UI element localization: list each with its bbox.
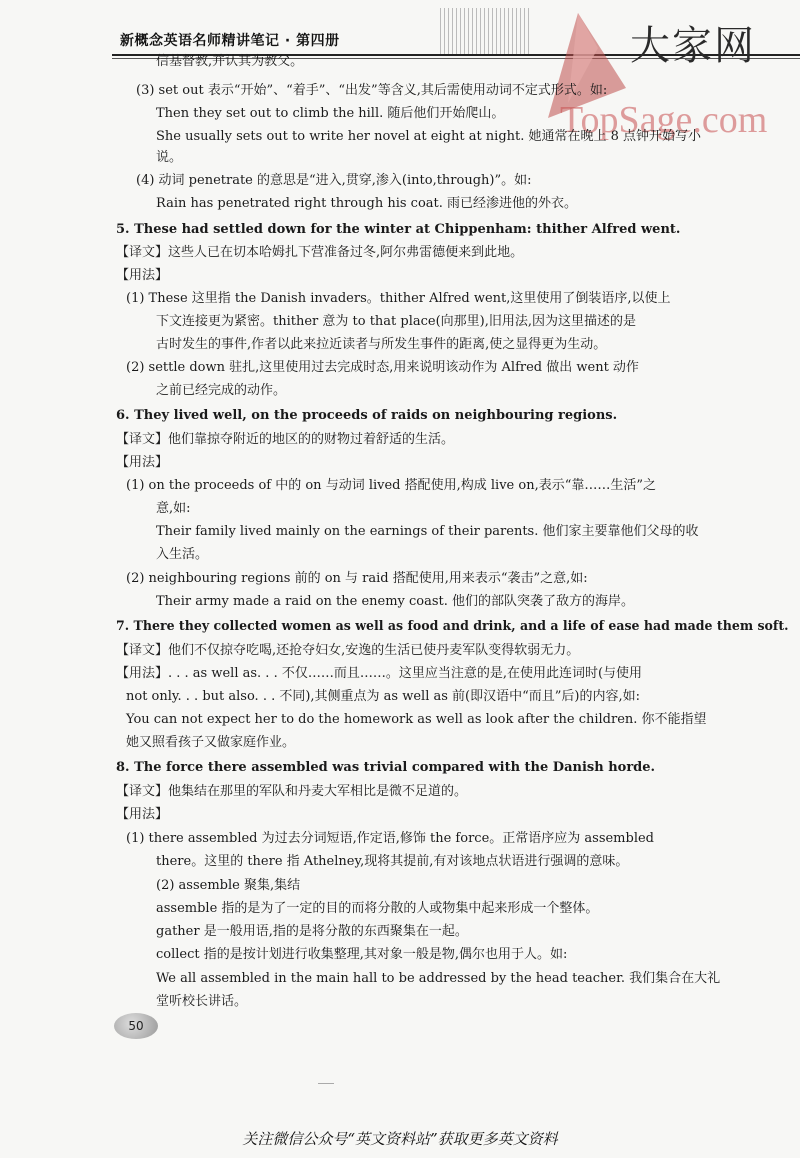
text-line: 说。 [156,150,183,165]
text-line: (2) neighbouring regions 前的 on 与 raid 搭配使用,用来表示“袭击”之意,如: [126,571,588,586]
text-line: (2) settle down 驻扎,这里使用过去完成时态,用来说明该动作为 Alfred 做出 went 动作 [126,360,639,375]
text-line: 【用法】. . . as well as. . . 不仅……而且……。这里应当注意的是,在使用此连词时(与使用 [116,666,643,681]
watermark-text: TopSage.com [560,99,768,141]
text-line: 【译文】他们靠掠夺附近的地区的的财物过着舒适的生活。 [116,432,455,447]
text-line: 【用法】 [116,268,169,283]
text-line: Then they set out to climb the hill. 随后他们开始爬山。 [156,106,505,121]
text-line: 入生活。 [156,547,209,562]
section-heading: 5. These had settled down for the winter at Chippenham: thither Alfred went. [116,222,681,237]
header-decoration [440,8,530,54]
page-number-badge [114,1013,158,1039]
page-number: 50 [128,1019,144,1033]
text-line: (1) These 这里指 the Danish invaders。thither Alfred went,这里使用了倒装语序,以使上 [126,291,671,306]
text-line: Their army made a raid on the enemy coast. 他们的部队突袭了敌方的海岸。 [156,594,635,609]
section-heading: 8. The force there assembled was trivial compared with the Danish horde. [116,760,656,775]
text-line: there。这里的 there 指 Athelney,现将其提前,有对该地点状语进行强调的意味。 [156,854,629,869]
text-line: Rain has penetrated right through his coat. 雨已经渗进他的外衣。 [156,196,578,211]
text-line: (1) on the proceeds of 中的 on 与动词 lived 搭配使用,构成 live on,表示“靠……生活”之 [126,478,657,493]
text-line: not only. . . but also. . . 不同),其侧重点为 as well as 前(即汉语中“而且”后)的内容,如: [126,689,641,704]
site-logo-text: 大家网 [630,23,756,69]
text-line: 意,如: [156,501,191,516]
section-heading: 7. There they collected women as well as food and drink, and a life of ease had made them soft. [116,619,789,634]
bottom-divider [318,1083,334,1084]
text-line: 【译文】他集结在那里的军队和丹麦大军相比是微不足道的。 [116,784,468,799]
text-line: 之前已经完成的动作。 [156,383,287,398]
text-line: (1) there assembled 为过去分词短语,作定语,修饰 the force。正常语序应为 assembled [126,831,655,846]
text-line: 【译文】这些人已在切本哈姆扎下营准备过冬,阿尔弗雷德便来到此地。 [116,245,524,260]
text-line: 堂听校长讲话。 [156,994,248,1009]
text-line: assemble 指的是为了一定的目的而将分散的人或物集中起来形成一个整体。 [156,901,599,916]
text-line: 【译文】他们不仅掠夺吃喝,还抢夺妇女,安逸的生活已使丹麦军队变得软弱无力。 [116,643,580,658]
text-line: 信基督教,并认其为教父。 [156,54,304,69]
text-line: (3) set out 表示“开始”、“着手”、“出发”等含义,其后需使用动词不定式形式。如: [136,83,608,98]
text-line: You can not expect her to do the homework as well as look after the children. 你不能指望 [126,712,707,727]
text-line: Their family lived mainly on the earnings of their parents. 他们家主要靠他们父母的收 [156,524,699,539]
text-line: 【用法】 [116,455,169,470]
section-heading: 6. They lived well, on the proceeds of raids on neighbouring regions. [116,408,618,423]
text-line: (4) 动词 penetrate 的意思是“进入,贯穿,渗入(into,through)”。如: [136,173,532,188]
text-line: collect 指的是按计划进行收集整理,其对象一般是物,偶尔也用于人。如: [156,947,568,962]
text-line: We all assembled in the main hall to be addressed by the head teacher. 我们集合在大礼 [156,971,721,986]
running-header-title: 新概念英语名师精讲笔记 · 第四册 [120,33,340,49]
text-line: 下文连接更为紧密。thither 意为 to that place(向那里),旧用法,因为这里描述的是 [156,314,637,329]
text-line: (2) assemble 聚集,集结 [156,878,301,893]
text-line: gather 是一般用语,指的是将分散的东西聚集在一起。 [156,924,468,939]
text-line: She usually sets out to write her novel at eight at night. 她通常在晚上 8 点钟开始写小 [156,129,702,144]
text-line: 古时发生的事件,作者以此来拉近读者与所发生事件的距离,使之显得更为生动。 [156,337,607,352]
footer-note: 关注微信公众号“英文资料站”获取更多英文资料 [242,1130,558,1148]
text-line: 她又照看孩子又做家庭作业。 [126,735,296,750]
text-line: 【用法】 [116,807,169,822]
